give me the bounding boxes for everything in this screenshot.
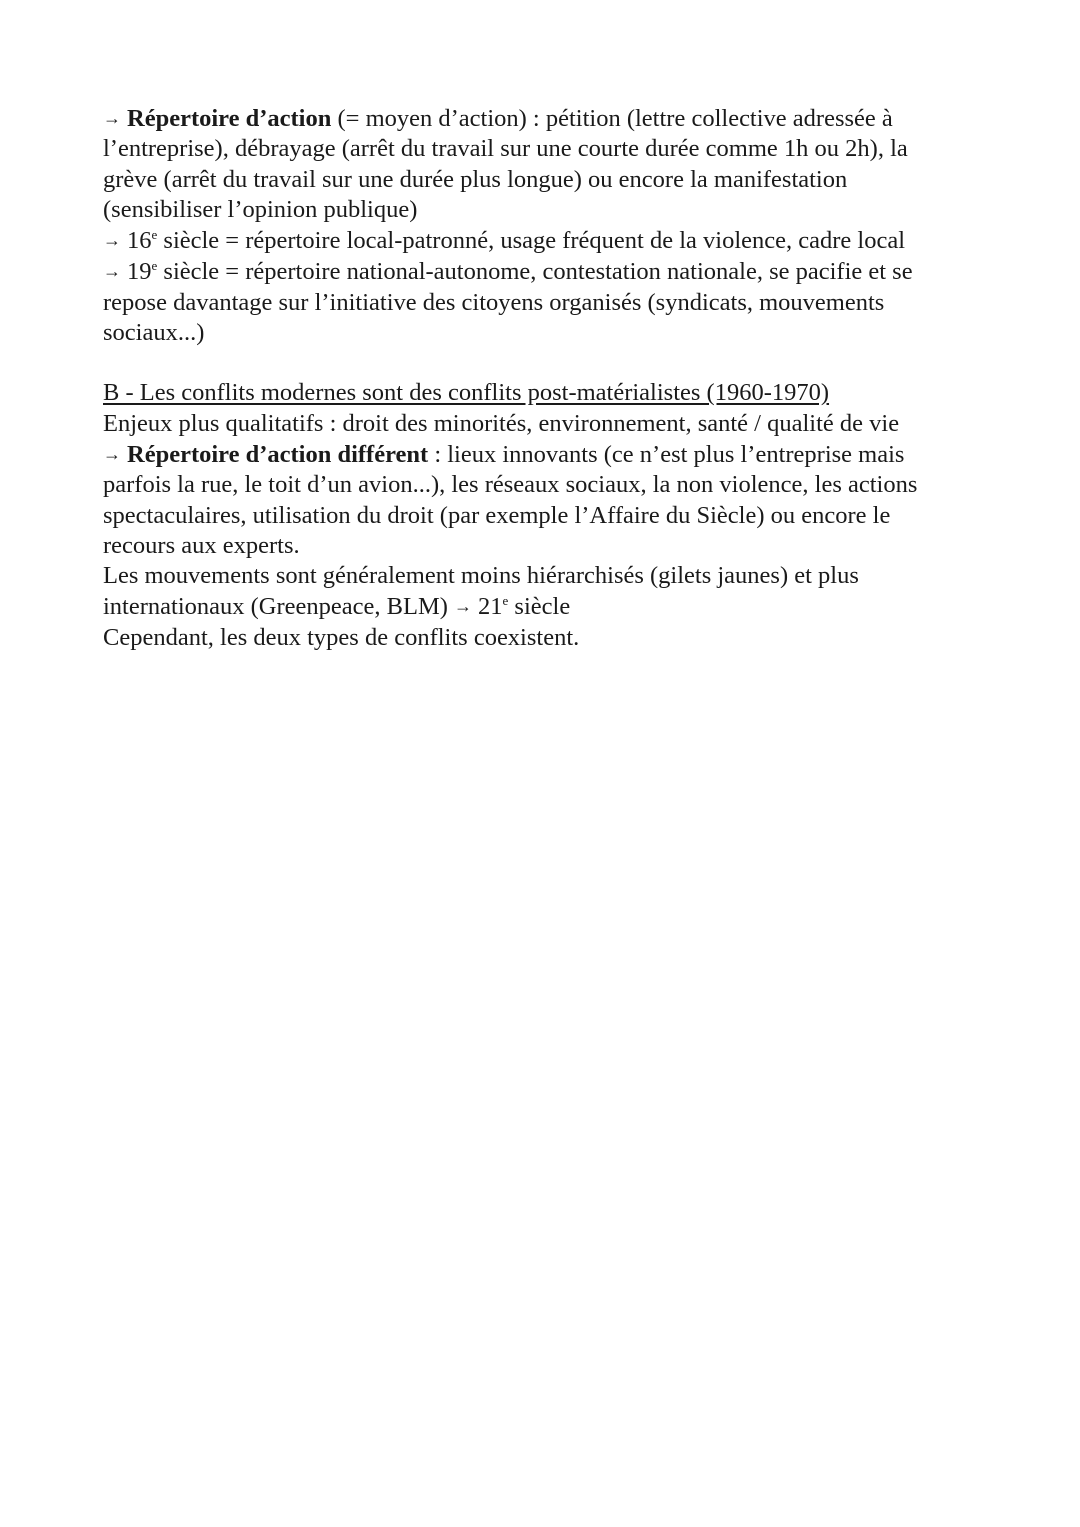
text-span: : lieux innovants (ce n’est plus l’entreprise mais	[428, 440, 905, 468]
superscript: e	[502, 593, 509, 609]
text-line: spectaculaires, utilisation du droit (par exemple l’Affaire du Siècle) ou encore le	[103, 501, 891, 529]
text-span: (= moyen d’action) : pétition (lettre collective adressée à	[331, 105, 893, 132]
arrow-icon: →	[454, 596, 473, 617]
document-content	[103, 103, 983, 653]
text-line: Les mouvements sont généralement moins hiérarchisés (gilets jaunes) et plus	[103, 562, 859, 590]
text-line: sociaux...)	[103, 319, 205, 347]
text-line	[103, 256, 983, 287]
text-line: Cependant, les deux types de conflits coexistent.	[103, 623, 580, 651]
section-title: B - Les conflits modernes sont des conflits post-matérialistes (1960-1970)	[103, 379, 830, 407]
text-line	[103, 225, 983, 256]
text-span: siècle	[508, 593, 571, 621]
section-b-modern-conflicts	[103, 378, 983, 653]
text-span: internationaux (Greenpeace, BLM)	[103, 593, 455, 621]
century-number: 19	[127, 258, 152, 286]
text-line: (sensibiliser l’opinion publique)	[103, 195, 418, 223]
superscript: e	[151, 227, 158, 243]
text-span: siècle = répertoire national-autonome, contestation nationale, se pacifie et se	[157, 258, 913, 286]
text-line	[103, 103, 983, 134]
arrow-icon: →	[103, 443, 121, 464]
text-line: grève (arrêt du travail sur une durée plus longue) ou encore la manifestation	[103, 165, 848, 193]
arrow-icon: →	[103, 230, 121, 251]
arrow-icon: →	[103, 261, 121, 282]
bold-term: Répertoire d’action	[127, 105, 332, 132]
text-span: siècle = répertoire local-patronné, usage fréquent de la violence, cadre local	[157, 227, 906, 255]
text-line: Enjeux plus qualitatifs : droit des minorités, environnement, santé / qualité de vie	[103, 409, 900, 437]
text-line: l’entreprise), débrayage (arrêt du travail sur une courte durée comme 1h ou 2h), la	[103, 135, 908, 163]
bold-term: Répertoire d’action différent	[127, 440, 429, 468]
text-line: repose davantage sur l’initiative des citoyens organisés (syndicats, mouvements	[103, 288, 885, 316]
text-line	[103, 591, 983, 622]
text-line	[103, 439, 983, 470]
paragraph-spacer	[103, 348, 983, 378]
century-number: 16	[127, 227, 152, 255]
century-number: 21	[478, 593, 503, 621]
superscript: e	[151, 258, 158, 274]
text-line: recours aux experts.	[103, 531, 300, 559]
arrow-icon: →	[103, 108, 121, 128]
text-line: parfois la rue, le toit d’un avion...), les réseaux sociaux, la non violence, les actions	[103, 471, 918, 499]
section-a-repertoire	[103, 103, 983, 348]
